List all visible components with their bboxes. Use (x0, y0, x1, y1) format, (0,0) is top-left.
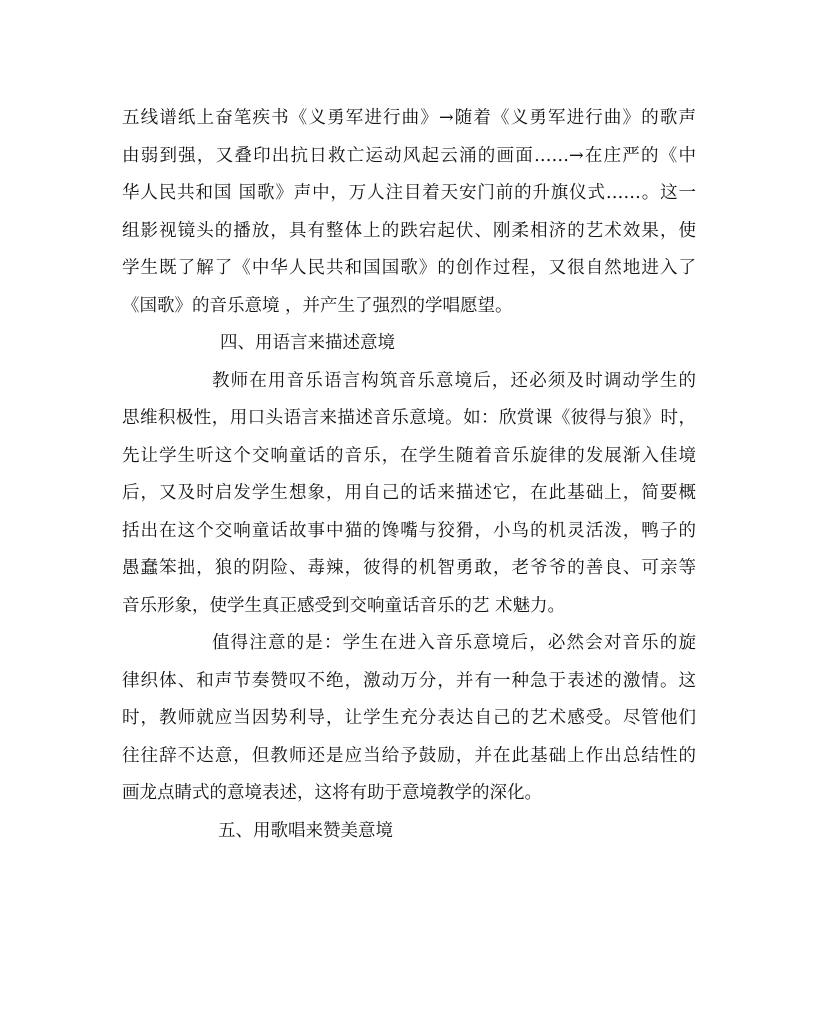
text-line: 思维积极性，用口头语言来描述音乐意境。如：欣赏课《彼得与狼》时， (122, 408, 696, 428)
text-line: 由弱到强，又叠印出抗日救亡运动风起云涌的画面……→在庄严的《中 (122, 145, 696, 166)
text-line: 括出在这个交响童话故事中猫的馋嘴与狡猾，小鸟的机灵活泼，鸭子的 (122, 520, 696, 541)
text-line: 时，教师就应当因势利导，让学生充分表达自己的艺术感受。尽管他们 (122, 708, 696, 728)
text-line: 愚蠢笨拙，狼的阴险、毒辣，彼得的机智勇敢，老爷爷的善良、可亲等 (122, 558, 696, 578)
text-line: 先让学生听这个交响童话的音乐，在学生随着音乐旋律的发展渐入佳境 (122, 445, 696, 466)
text-line: 值得注意的是：学生在进入音乐意境后，必然会对音乐的旋 (212, 633, 696, 653)
text-line: 后，又及时启发学生想象，用自己的话来描述它，在此基础上，简要概 (122, 483, 696, 503)
section-heading-4: 四、用语言来描述意境 (220, 333, 395, 353)
text-line: 画龙点睛式的意境表述，这将有助于意境教学的深化。 (122, 783, 542, 803)
text-line: 《国歌》的音乐意境 ，并产生了强烈的学唱愿望。 (122, 295, 513, 316)
document-body (122, 100, 696, 850)
paragraph-3 (122, 625, 696, 813)
section-heading-5: 五、用歌唱来赞美意境 (218, 820, 393, 841)
text-line: 学生既了解了《中华人民共和国国歌》的创作过程，又很自然地进入了 (122, 258, 696, 278)
text-line: 律织体、和声节奏赞叹不绝，激动万分，并有一种急于表述的激情。这 (122, 670, 696, 691)
paragraph-1 (122, 100, 696, 325)
text-line: 组影视镜头的播放，具有整体上的跌宕起伏、刚柔相济的艺术效果，使 (122, 220, 696, 241)
text-line: 五线谱纸上奋笔疾书《义勇军进行曲》→随着《义勇军进行曲》的歌声 (122, 108, 696, 128)
text-line: 华人民共和国 国歌》声中，万人注目着天安门前的升旗仪式……。这一 (122, 183, 696, 203)
text-line: 音乐形象，使学生真正感受到交响童话音乐的艺 术魅力。 (122, 595, 566, 616)
paragraph-2 (122, 363, 696, 626)
text-line: 往往辞不达意，但教师还是应当给予鼓励，并在此基础上作出总结性的 (122, 745, 696, 766)
text-line: 教师在用音乐语言构筑音乐意境后，还必须及时调动学生的 (212, 370, 696, 391)
